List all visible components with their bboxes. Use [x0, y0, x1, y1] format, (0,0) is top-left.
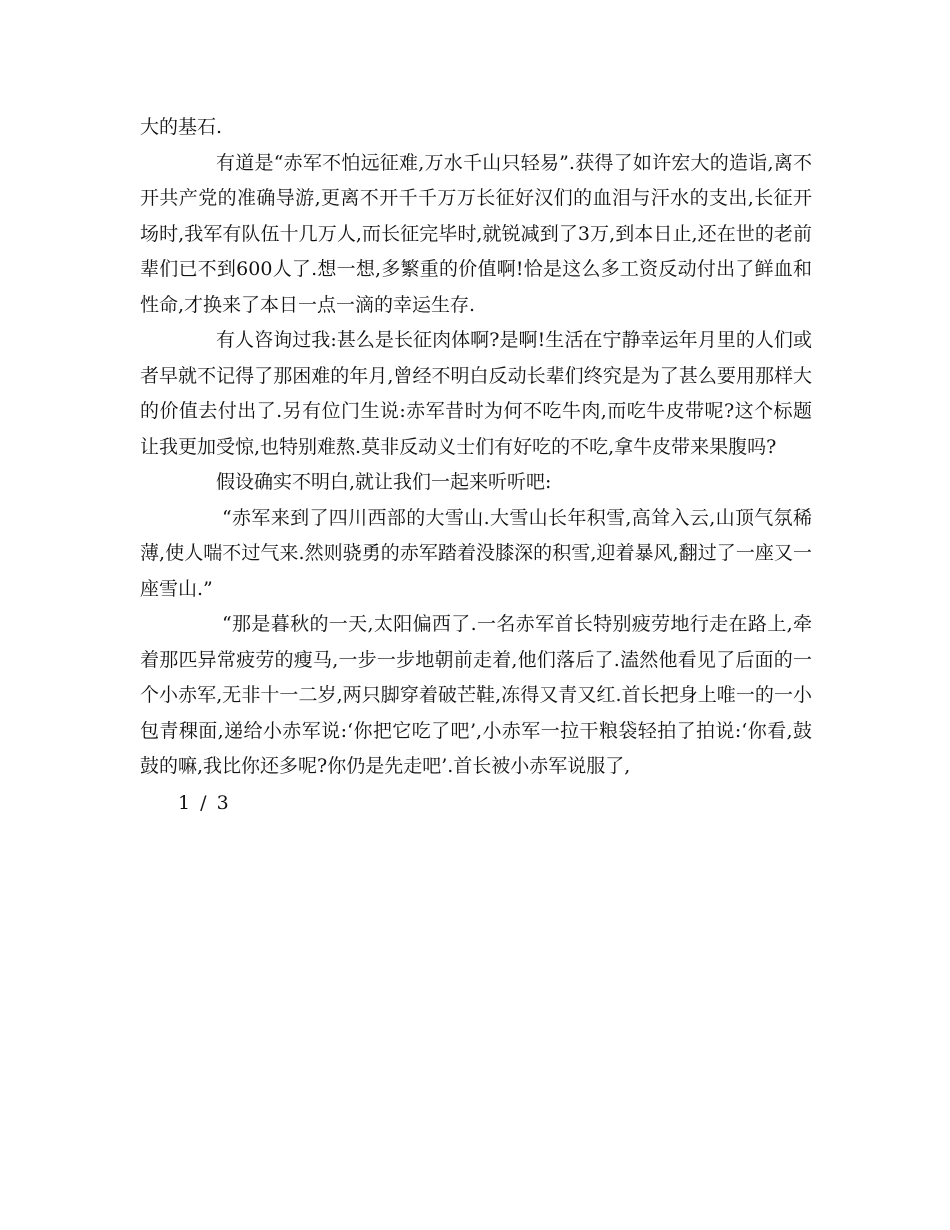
- page-number: 1 / 3: [178, 792, 231, 814]
- paragraph-2: 有道是“赤军不怕远征难,万水千山只轻易”.获得了如许宏大的造诣,离不开共产党的准确导游,更离不开千千万万长征好汉们的血泪与汗水的支出,长征开场时,我军有队伍十几万人,而长征完毕时,就锐减到了3万,到本日止,还在世的老前辈们已不到600人了.想一想,多繁重的价值啊!恰是这么多工资反动付出了鲜血和性命,才换来了本日一点一滴的幸运生存.: [140, 151, 812, 316]
- paragraph-4: 假设确实不明白,就让我们一起来听听吧:: [216, 471, 552, 493]
- paragraph-1: 大的基石.: [140, 116, 223, 138]
- paragraph-5: “赤军来到了四川西部的大雪山.大雪山长年积雪,高耸入云,山顶气氛稀薄,使人喘不过气来.然则骁勇的赤军踏着没膝深的积雪,迎着暴风,翻过了一座又一座雪山.”: [140, 506, 812, 600]
- paragraph-6: “那是暮秋的一天,太阳偏西了.一名赤军首长特别疲劳地行走在路上,牵着那匹异常疲劳的瘦马,一步一步地朝前走着,他们落后了.溘然他看见了后面的一个小赤军,无非十一二岁,两只脚穿着破芒鞋,冻得又青又红.首长把身上唯一的一小包青稞面,递给小赤军说:‘你把它吃了吧’,小赤军一拉干粮袋轻拍了拍说:‘你看,鼓鼓的嘛,我比你还多呢?你仍是先走吧’.首长被小赤军说服了,: [140, 613, 812, 777]
- document-body: [140, 110, 812, 785]
- paragraph-3: 有人咨询过我:甚么是长征肉体啊?是啊!生活在宁静幸运年月里的人们或者早就不记得了那困难的年月,曾经不明白反动长辈们终究是为了甚么要用那样大的价值去付出了.另有位门生说:赤军昔时为何不吃牛肉,而吃牛皮带呢?这个标题让我更加受惊,也特别难熬.莫非反动义士们有好吃的不吃,拿牛皮带来果腹吗?: [140, 329, 812, 458]
